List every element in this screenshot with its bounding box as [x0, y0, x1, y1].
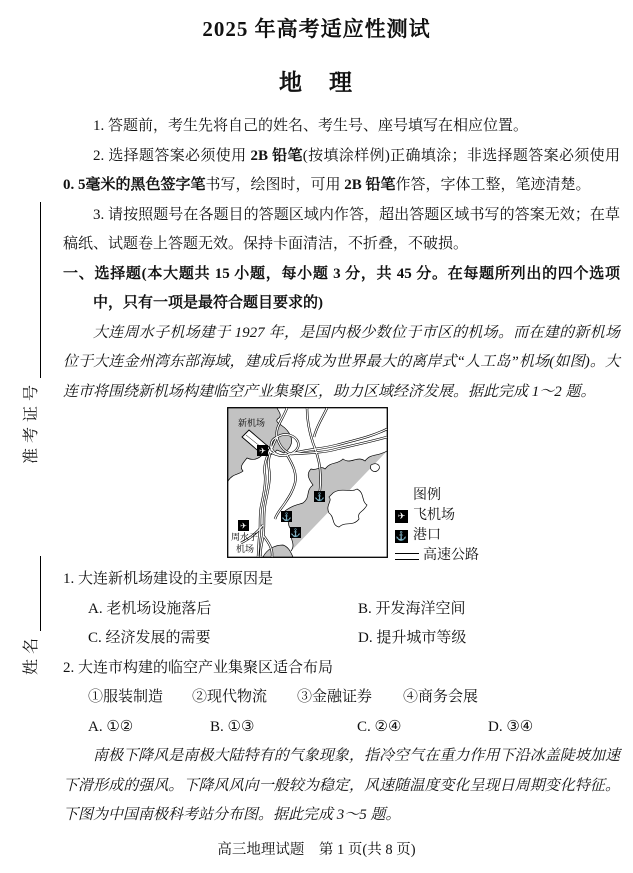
- item-4: ④商务会展: [403, 689, 479, 705]
- map-legend: [395, 487, 479, 565]
- notice-2-bold: 2B 铅笔: [250, 147, 303, 164]
- option-a: A. 老机场设施落后: [88, 600, 212, 617]
- subject-title: 地 理: [279, 70, 354, 95]
- option-c: C. 经济发展的需要: [88, 630, 211, 646]
- legend-title: 图例: [413, 488, 441, 503]
- dalian-map: [227, 407, 388, 558]
- notice-2: [63, 142, 620, 201]
- legend-port-label: 港口: [413, 528, 441, 543]
- exam-number-blank-line: [26, 202, 41, 378]
- svg-text:⚓: ⚓: [314, 492, 325, 502]
- notice-2-part: 2. 选择题答案必须使用: [93, 147, 251, 164]
- question-2: [63, 654, 620, 743]
- paper-content: [63, 112, 620, 831]
- option-b: B. ①③: [210, 718, 255, 735]
- name-field: [23, 555, 41, 675]
- zhoushuizi-label-line2: 机场: [236, 544, 255, 554]
- airport-icon: ✈: [395, 510, 408, 523]
- question-2-items-row: [88, 683, 620, 713]
- notice-1: 1. 答题前，考生先将自己的姓名、考生号、座号填写在相应位置。: [93, 118, 529, 134]
- legend-row-highway: [395, 547, 479, 565]
- page-title: 2025 年高考适应性测试: [202, 17, 431, 41]
- legend-row-port: [395, 527, 479, 545]
- notice-2-bold: 毫米的黑色签字笔: [85, 177, 206, 193]
- notice-2-part: 作答，字体工整，笔迹清楚。: [395, 177, 591, 193]
- option-d: D. ③④: [488, 718, 534, 735]
- zhoushuizi-airport-icon: [238, 520, 249, 531]
- notice-2-part: 书写，绘图时，可用: [205, 177, 345, 193]
- notice-3: 3. 请按照题号在各题目的答题区域内作答，超出答题区域书写的答案无效；在草稿纸、试题卷上答题无效。保持卡面清洁，不折叠，不破损。: [63, 206, 620, 252]
- legend-airport-label: 飞机场: [413, 508, 455, 523]
- exam-number-field: [23, 184, 41, 464]
- option-c: C. ②④: [357, 718, 402, 735]
- port-icon: ⚓: [395, 530, 408, 541]
- port-icon: [314, 491, 325, 502]
- legend-row-airport: [395, 507, 479, 525]
- svg-text:✈: ✈: [240, 521, 247, 531]
- passage-2: 南极下降风是南极大陆特有的气象现象，指冷空气在重力作用下沿冰盖陡坡加速下滑形成的强风。下降风风向一般较为稳定，风速随温度变化呈现日周期变化特征。下图为中国南极科考站分布图。据此完成 3～5 题。: [63, 748, 620, 823]
- notice-2-bold: 0. 5: [63, 177, 86, 193]
- item-1: ①服装制造: [88, 689, 164, 705]
- highway-line-icon: [395, 553, 419, 560]
- option-b: B. 开发海洋空间: [358, 600, 466, 617]
- svg-text:⚓: ⚓: [290, 528, 301, 538]
- option-a: A. ①②: [88, 718, 134, 735]
- page-footer: 高三地理试题 第 1 页(共 8 页): [217, 841, 416, 858]
- zhoushuizi-label-line1: 周水子: [231, 532, 259, 542]
- svg-text:⚓: ⚓: [281, 512, 292, 522]
- name-blank-line: [26, 556, 41, 631]
- exam-number-label: 准考证号: [23, 379, 40, 464]
- new-airport-icon: [257, 445, 268, 456]
- item-2: ②现代物流: [192, 689, 268, 705]
- question-1-options-row-2: [88, 624, 620, 654]
- question-1-options-row-1: [88, 595, 620, 625]
- notice-2-part: (按填涂样例)正确填涂；非选择题答案必须使用: [302, 147, 620, 164]
- white-islet: [370, 464, 379, 472]
- option-d: D. 提升城市等级: [358, 630, 467, 646]
- passage-1: 大连周水子机场建于 1927 年，是国内极少数位于市区的机场。而在建的新机场位于大连金州湾东部海域，建成后将成为世界最大的离岸式“人工岛”机场(如图)。大连市将围绕新机场构建临空产业集聚区，助力区域经济发展。据此完成 1～2 题。: [63, 324, 620, 400]
- legend-highway-label: 高速公路: [423, 548, 479, 563]
- map-figure: [63, 407, 620, 565]
- question-2-stem: 2. 大连市构建的临空产业集聚区适合布局: [63, 659, 334, 676]
- question-1-stem: 1. 大连新机场建设的主要原因是: [63, 571, 274, 587]
- name-label: 姓名: [23, 632, 40, 675]
- port-icon: [290, 527, 301, 538]
- svg-text:✈: ✈: [259, 446, 266, 456]
- new-airport-label: 新机场: [238, 418, 266, 428]
- question-1: [63, 565, 620, 654]
- notice-2-bold: 2B 铅笔: [344, 177, 396, 193]
- section-1-heading: 一、选择题(本大题共 15 小题，每小题 3 分，共 45 分。在每题所列出的四个选项中，只有一项是最符合题目要求的): [63, 265, 620, 311]
- port-icon: [281, 511, 292, 522]
- item-3: ③金融证券: [297, 689, 373, 705]
- question-2-options-row: [88, 713, 620, 743]
